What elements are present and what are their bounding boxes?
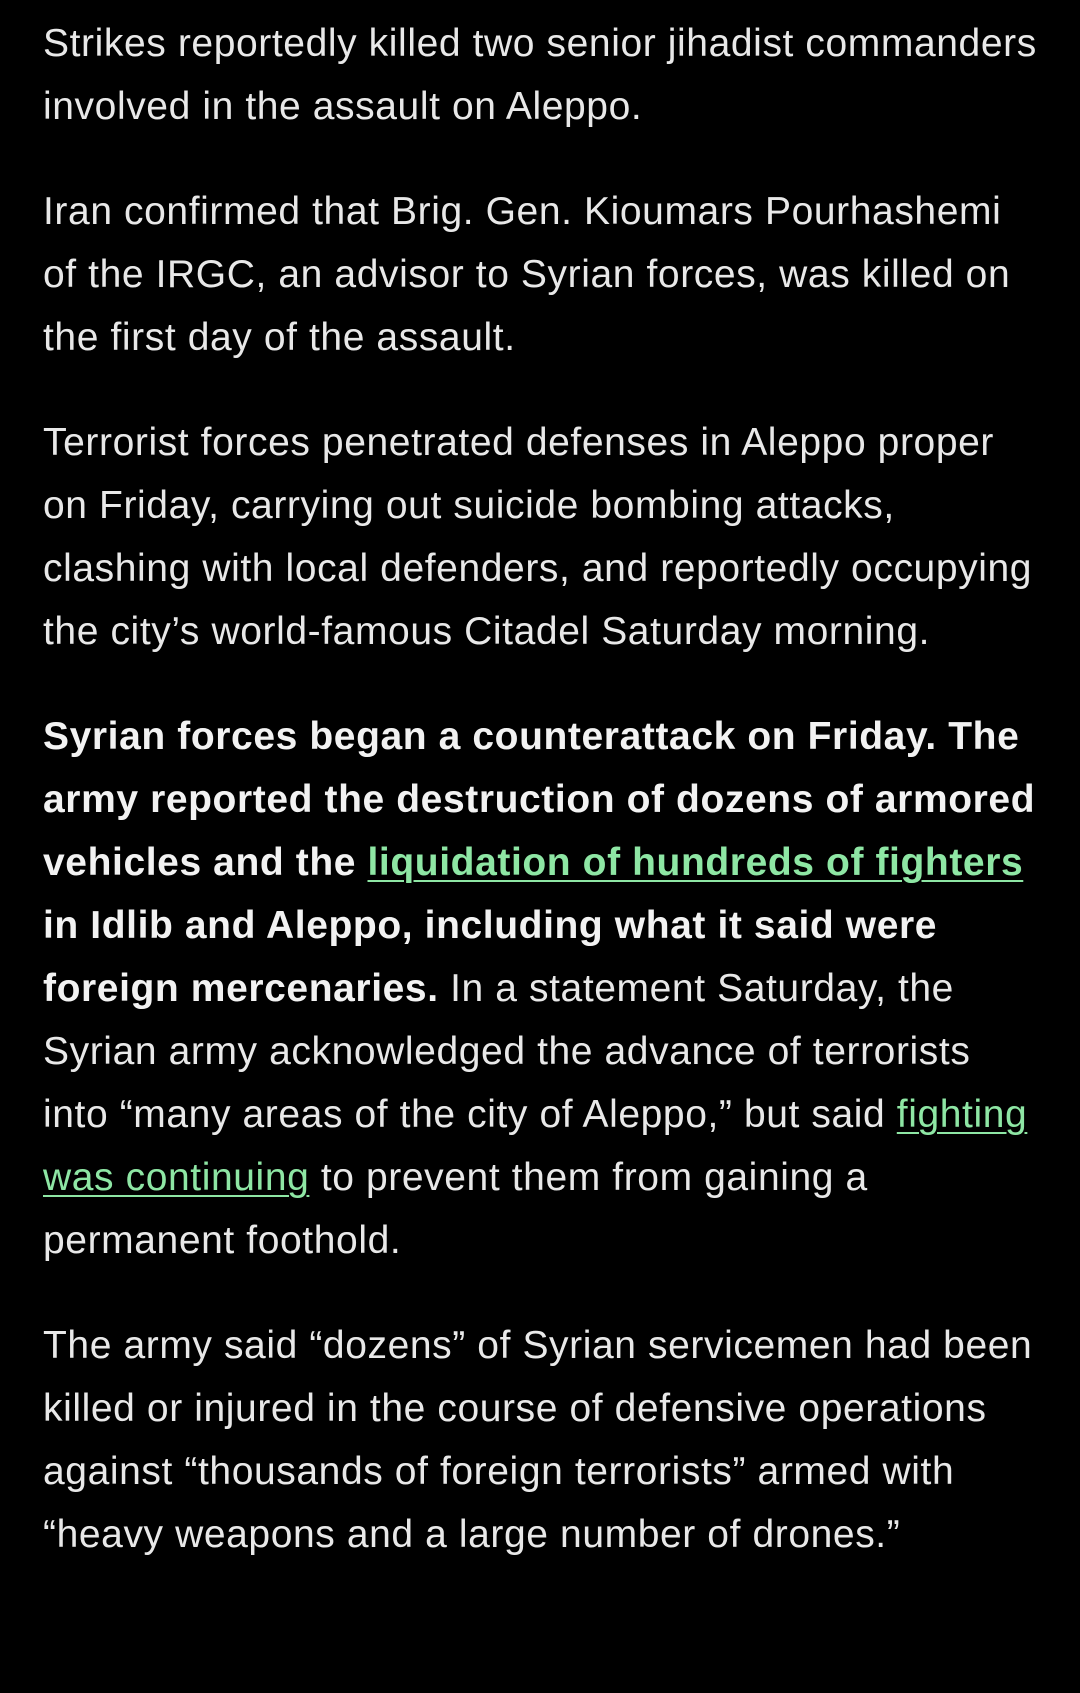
link-fighting-continuing[interactable]: fighting was continuing xyxy=(43,1093,1028,1199)
paragraph-army-said: The army said “dozens” of Syrian servicemen had been killed or injured in the course of defensive operations against “thousands of foreign terrorists” armed with “heavy weapons and a large number of drones.” xyxy=(43,1324,1033,1556)
paragraph-counterattack xyxy=(43,705,1037,1272)
text-army-statement: In a statement Saturday, the Syrian army acknowledged the advance of terrorists into “many areas of the city of Aleppo,” but said xyxy=(43,967,971,1136)
paragraph-iran-confirmed: Iran confirmed that Brig. Gen. Kioumars Pourhashemi of the IRGC, an advisor to Syrian forces, was killed on the first day of the assault. xyxy=(43,190,1011,359)
bold-text-idlib-aleppo: in Idlib and Aleppo, including what it said were foreign mercenaries. xyxy=(43,904,938,1010)
link-liquidation-of-fighters[interactable]: liquidation of hundreds of fighters xyxy=(367,841,1024,884)
text-foothold: to prevent them from gaining a permanent foothold. xyxy=(43,1156,868,1262)
bold-text-counterattack: Syrian forces began a counterattack on Friday. The army reported the destruction of dozens of armored vehicles and the xyxy=(43,715,1036,884)
paragraph-terrorist-forces: Terrorist forces penetrated defenses in Aleppo proper on Friday, carrying out suicide bombing attacks, clashing with local defenders, and reportedly occupying the city’s world-famous Citadel Saturday morning. xyxy=(43,421,1033,653)
paragraph-strikes: Strikes reportedly killed two senior jihadist commanders involved in the assault on Aleppo. xyxy=(43,22,1037,128)
